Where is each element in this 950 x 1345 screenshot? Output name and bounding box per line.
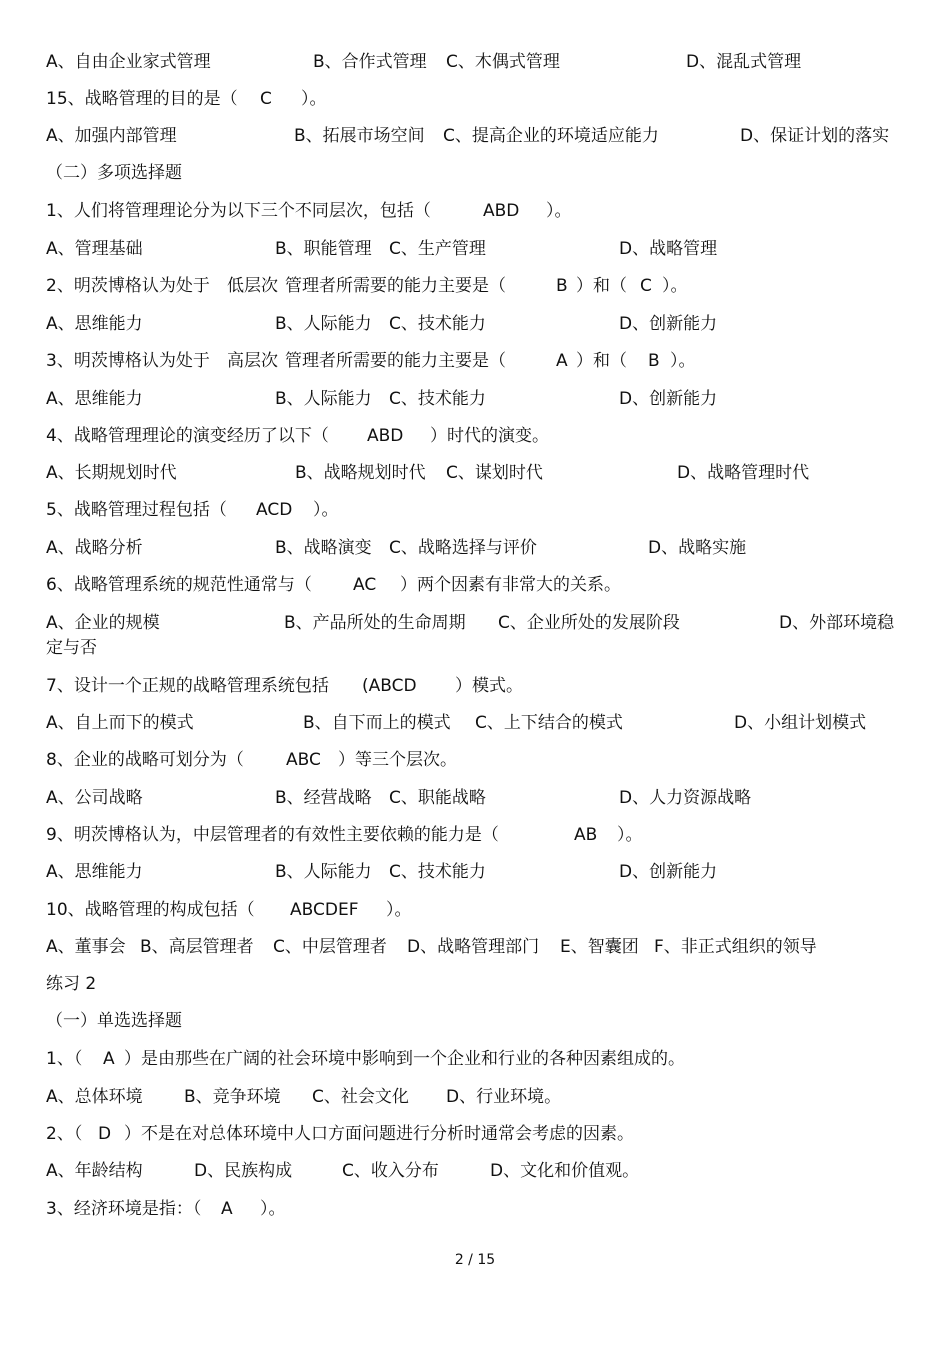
option-d: D、行业环境。 (446, 1087, 562, 1107)
answer: ACD (256, 500, 293, 520)
option-b: B、人际能力 (275, 389, 372, 409)
option-c: C、上下结合的模式 (475, 713, 623, 733)
option-c: C、技术能力 (389, 862, 486, 882)
answer: ABCDEF (290, 900, 359, 920)
option-b: B、职能管理 (275, 239, 372, 259)
option-b: B、产品所处的生命周期 (284, 613, 466, 633)
option-b: B、战略规划时代 (295, 463, 426, 483)
section-heading-text: （二）多项选择题 (46, 163, 182, 183)
question-text: 低层次 (227, 276, 278, 296)
option-c: C、生产管理 (389, 239, 486, 259)
option-b: B、战略演变 (275, 538, 372, 558)
option-b: D、民族构成 (194, 1161, 293, 1181)
option-d: D、创新能力 (619, 389, 718, 409)
option-d: D、战略管理 (619, 239, 718, 259)
question-text: 管理者所需要的能力主要是（ (285, 351, 506, 371)
question-text: 3、经济环境是指：（ (46, 1199, 202, 1219)
question-text: 1、人们将管理理论分为以下三个不同层次，包括（ (46, 201, 431, 221)
question-text: ）是由那些在广阔的社会环境中影响到一个企业和行业的各种因素组成的。 (124, 1049, 685, 1069)
option-a: A、企业的规模 (46, 613, 160, 633)
answer: B (556, 276, 568, 296)
answer: A (103, 1049, 115, 1069)
option-a: A、战略分析 (46, 538, 143, 558)
question-text: ）。 (386, 900, 412, 920)
answer: D (98, 1124, 112, 1144)
option-b: B、自下而上的模式 (303, 713, 451, 733)
option-d: D、战略实施 (648, 538, 747, 558)
option-e: E、智囊团 (560, 937, 639, 957)
question-text: ）和（ (576, 351, 627, 371)
page-number: 2 / 15 (454, 1252, 496, 1268)
option-a: A、管理基础 (46, 239, 143, 259)
question-text: 6、战略管理系统的规范性通常与（ (46, 575, 312, 595)
answer: ABC (286, 750, 321, 770)
answer: ABD (367, 426, 404, 446)
question-text: 3、明茨博格认为处于 (46, 351, 210, 371)
option-b: B、人际能力 (275, 314, 372, 334)
option-c: C、收入分布 (342, 1161, 439, 1181)
question-text: ）。 (313, 500, 339, 520)
option-b: B、拓展市场空间 (294, 126, 425, 146)
section-heading-text: （一）单选选择题 (46, 1011, 182, 1031)
option-d: D、保证计划的落实 (740, 126, 890, 146)
question-text: 4、战略管理理论的演变经历了以下（ (46, 426, 329, 446)
answer: AB (574, 825, 598, 845)
option-c: C、职能战略 (389, 788, 486, 808)
option-b: B、竞争环境 (184, 1087, 281, 1107)
answer: A (556, 351, 568, 371)
question-text: 15、战略管理的目的是（ (46, 89, 238, 109)
option-c: C、木偶式管理 (446, 52, 560, 72)
option-a: A、长期规划时代 (46, 463, 177, 483)
option-d: D、人力资源战略 (619, 788, 752, 808)
answer: AC (353, 575, 377, 595)
option-a: A、思维能力 (46, 389, 143, 409)
answer: (ABCD (362, 676, 417, 696)
answer: ABD (483, 201, 520, 221)
option-a: A、自上而下的模式 (46, 713, 194, 733)
question-text: ）和（ (576, 276, 627, 296)
option-a: A、总体环境 (46, 1087, 143, 1107)
option-c: C、谋划时代 (446, 463, 543, 483)
question-text: ）。 (260, 1199, 286, 1219)
question-text: 10、战略管理的构成包括（ (46, 900, 255, 920)
question-text: ）。 (301, 89, 327, 109)
question-text: 管理者所需要的能力主要是（ (285, 276, 506, 296)
option-a: A、年龄结构 (46, 1161, 143, 1181)
option-d: D、创新能力 (619, 314, 718, 334)
answer: B (648, 351, 660, 371)
option-b: B、合作式管理 (313, 52, 427, 72)
question-text: 7、设计一个正规的战略管理系统包括 (46, 676, 329, 696)
question-text: 8、企业的战略可划分为（ (46, 750, 244, 770)
question-text: ）等三个层次。 (338, 750, 457, 770)
option-a: A、加强内部管理 (46, 126, 177, 146)
option-d: D、文化和价值观。 (490, 1161, 640, 1181)
option-c: C、企业所处的发展阶段 (498, 613, 680, 633)
option-c: C、战略选择与评价 (389, 538, 537, 558)
answer: C (260, 89, 272, 109)
question-text: ）时代的演变。 (430, 426, 549, 446)
option-b: B、经营战略 (275, 788, 372, 808)
question-text: ）不是在对总体环境中人口方面问题进行分析时通常会考虑的因素。 (124, 1124, 634, 1144)
option-a: A、自由企业家式管理 (46, 52, 211, 72)
question-text: 9、明茨博格认为，中层管理者的有效性主要依赖的能力是（ (46, 825, 499, 845)
option-a: A、思维能力 (46, 862, 143, 882)
question-text: 高层次 (227, 351, 278, 371)
option-c: C、中层管理者 (273, 937, 387, 957)
question-text: ）。 (670, 351, 696, 371)
option-d-continued: 定与否 (46, 638, 97, 658)
option-d: D、小组计划模式 (734, 713, 867, 733)
question-text: ）。 (546, 201, 572, 221)
option-d: D、战略管理部门 (407, 937, 540, 957)
option-a: A、思维能力 (46, 314, 143, 334)
option-c: C、技术能力 (389, 389, 486, 409)
question-text: 2、明茨博格认为处于 (46, 276, 210, 296)
answer: A (221, 1199, 233, 1219)
answer: C (640, 276, 652, 296)
option-f: F、非正式组织的领导 (654, 937, 817, 957)
option-d: D、战略管理时代 (677, 463, 810, 483)
option-d: D、外部环境稳 (779, 613, 895, 633)
option-d: D、创新能力 (619, 862, 718, 882)
question-text: ）。 (617, 825, 643, 845)
option-d: D、混乱式管理 (686, 52, 802, 72)
option-b: B、高层管理者 (140, 937, 254, 957)
option-a: A、董事会 (46, 937, 126, 957)
option-b: B、人际能力 (275, 862, 372, 882)
question-text: 5、战略管理过程包括（ (46, 500, 227, 520)
question-text: 2、（ (46, 1124, 83, 1144)
option-c: C、技术能力 (389, 314, 486, 334)
question-text: ）模式。 (455, 676, 523, 696)
option-c: C、提高企业的环境适应能力 (443, 126, 659, 146)
option-a: A、公司战略 (46, 788, 143, 808)
question-text: ）。 (662, 276, 688, 296)
exercise-heading-text: 练习 2 (46, 974, 97, 994)
question-text: ）两个因素有非常大的关系。 (400, 575, 621, 595)
option-c: C、社会文化 (312, 1087, 409, 1107)
question-text: 1、（ (46, 1049, 83, 1069)
